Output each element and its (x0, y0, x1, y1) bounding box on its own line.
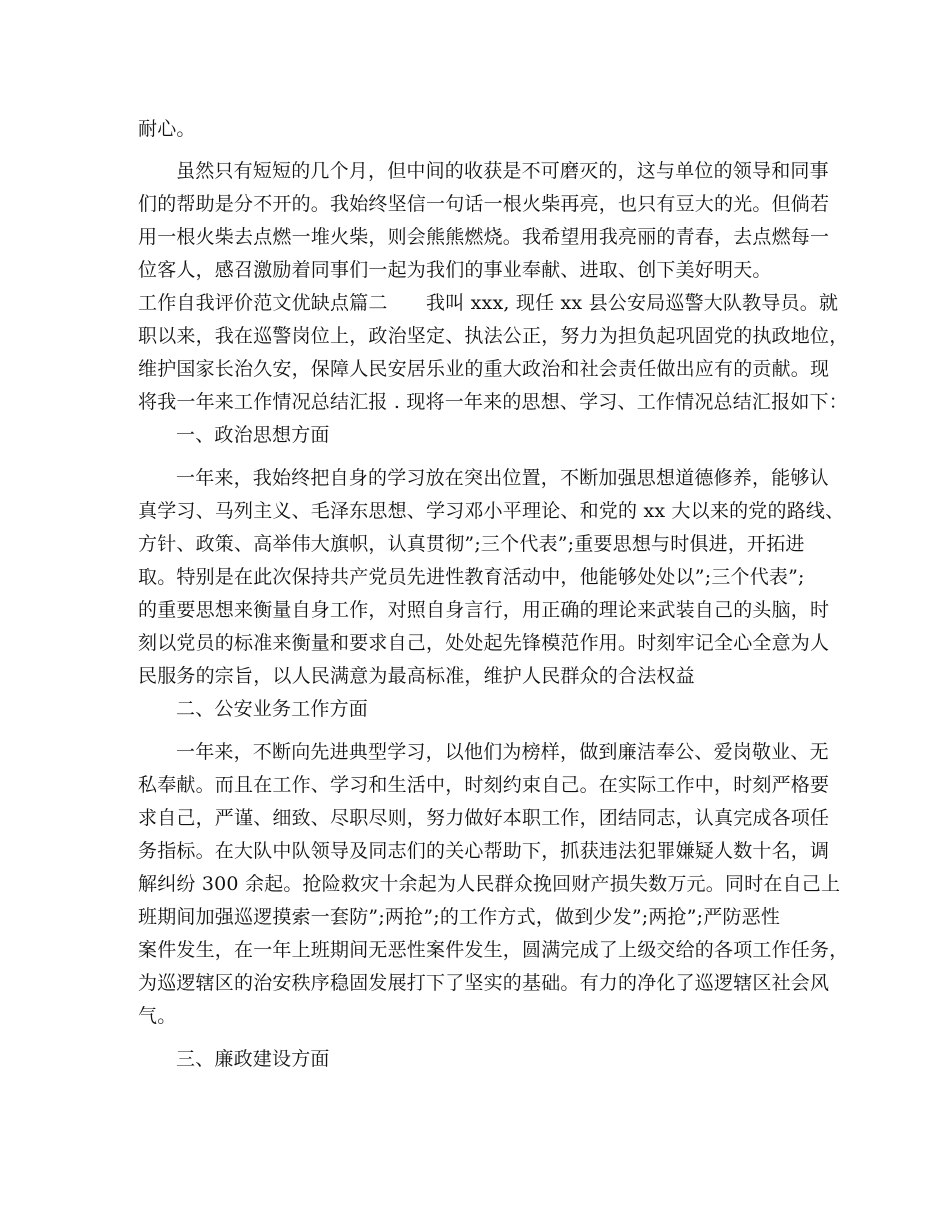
section-title-line: 工作自我评价范文优缺点篇二 我叫 xxx, 现任 xx 县公安局巡警大队教导员。就 (138, 292, 839, 314)
text-line: 班期间加强巡逻摸索一套防”;两抢”;的工作方式，做到少发”;两抢”;严防恶性 (138, 906, 781, 928)
text-line: 刻以党员的标准来衡量和要求自己，处处起先锋模范作用。时刻牢记全心全意为人 (138, 632, 830, 654)
text-line: 耐心。 (138, 118, 196, 140)
text-line: 案件发生，在一年上班期间无恶性案件发生，圆满完成了上级交给的各项工作任务， (138, 939, 849, 961)
text-line: 职以来，我在巡警岗位上，政治坚定、执法公正，努力为担负起巩固党的执政地位， (138, 325, 849, 347)
text-line: 取。特别是在此次保持共产党员先进性教育活动中，他能够处处以”;三个代表”; (138, 566, 805, 588)
text-line: 民服务的宗旨，以人民满意为最高标准，维护人民群众的合法权益 (138, 665, 695, 687)
text-line: 们的帮助是分不开的。我始终坚信一句话一根火柴再亮，也只有豆大的光。但倘若 (138, 193, 830, 215)
paragraph-start: 一年来，不断向先进典型学习，以他们为榜样，做到廉洁奉公、爱岗敬业、无 (176, 741, 829, 763)
heading-political: 一、政治思想方面 (176, 424, 330, 446)
text-line: 求自己，严谨、细致、尽职尽则，努力做好本职工作，团结同志，认真完成各项任 (138, 807, 830, 829)
text-line: 维护国家长治久安，保障人民安居乐业的重大政治和社会责任做出应有的贡献。现 (138, 358, 830, 380)
text-line: 位客人，感召激励着同事们一起为我们的事业奉献、进取、创下美好明天。 (138, 259, 772, 281)
text-line: 为巡逻辖区的治安秩序稳固发展打下了坚实的基础。有力的净化了巡逻辖区社会风 (138, 972, 830, 994)
paragraph-start: 一年来，我始终把自身的学习放在突出位置，不断加强思想道德修养，能够认 (176, 467, 829, 489)
text-line: 解纠纷 300 余起。抢险救灾十余起为人民群众挽回财产损失数万元。同时在自己上 (138, 873, 841, 895)
text-line: 务指标。在大队中队领导及同志们的关心帮助下，抓获违法犯罪嫌疑人数十名，调 (138, 840, 830, 862)
text-line: 真学习、马列主义、毛泽东思想、学习邓小平理论、和党的 xx 大以来的党的路线、 (138, 500, 845, 522)
text-line: 将我一年来工作情况总结汇报 . 现将一年来的思想、学习、工作情况总结汇报如下： (138, 391, 848, 413)
text-line: 方针、政策、高举伟大旗帜，认真贯彻”;三个代表”;重要思想与时俱进，开拓进 (138, 533, 805, 555)
text-line: 气。 (138, 1005, 177, 1027)
paragraph-start: 虽然只有短短的几个月，但中间的收获是不可磨灭的，这与单位的领导和同事 (176, 160, 829, 182)
text-line: 用一根火柴去点燃一堆火柴，则会熊熊燃烧。我希望用我亮丽的青春，去点燃每一 (138, 226, 830, 248)
text-line: 的重要思想来衡量自身工作，对照自身言行，用正确的理论来武装自己的头脑，时 (138, 599, 830, 621)
text-line: 私奉献。而且在工作、学习和生活中，时刻约束自己。在实际工作中，时刻严格要 (138, 774, 830, 796)
heading-integrity: 三、廉政建设方面 (176, 1048, 330, 1070)
heading-police-work: 二、公安业务工作方面 (176, 698, 369, 720)
